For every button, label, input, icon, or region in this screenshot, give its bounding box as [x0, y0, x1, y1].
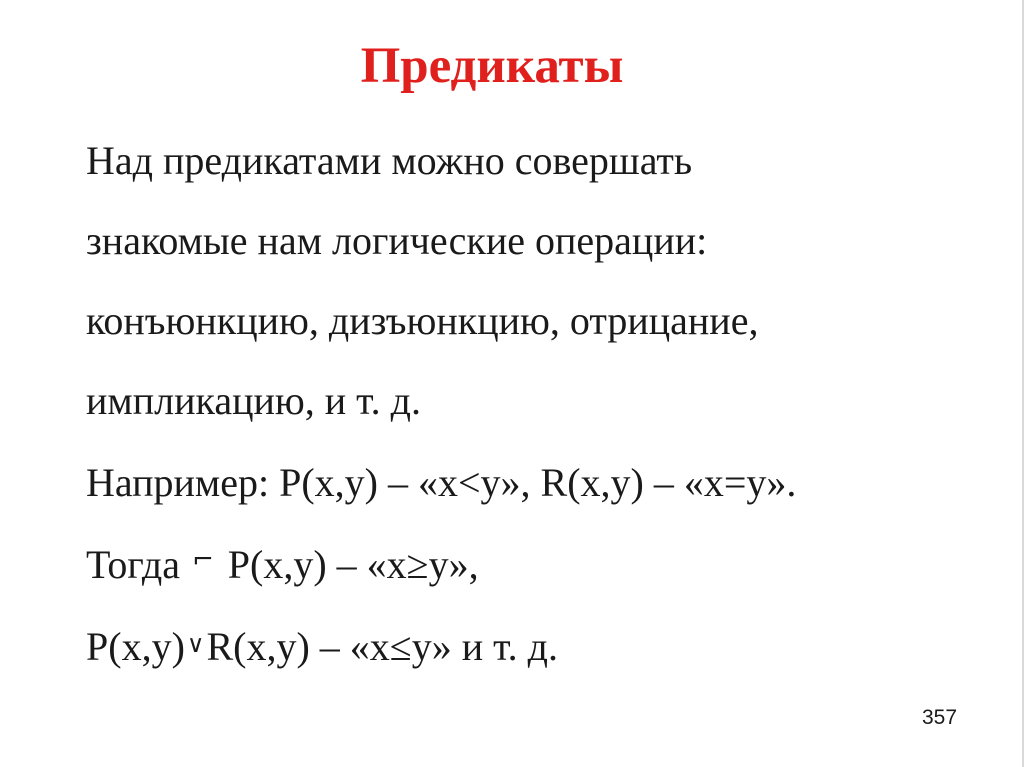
disjunction-symbol: ∨: [186, 630, 205, 658]
negation-line-prefix: Тогда: [86, 542, 180, 587]
paragraph-line-4: импликацию, и т. д.: [86, 378, 421, 423]
negation-line-rest: P(x,y) – «x≥y»,: [227, 542, 479, 587]
page-number: 357: [922, 706, 958, 729]
negation-line: [86, 542, 479, 593]
paragraph-line-2: знакомые нам логические операции:: [86, 218, 708, 263]
disjunction-line-prefix: P(x,y): [86, 624, 185, 669]
negation-symbol: ⌐: [191, 545, 214, 575]
paragraph-line-1: Над предикатами можно совершать: [86, 138, 693, 183]
paragraph-line-3: конъюнкцию, дизъюнкцию, отрицание,: [86, 298, 759, 343]
slide-title: Предикаты: [360, 38, 624, 94]
example-line: Например: P(x,y) – «x<y», R(x,y) – «x=y».: [86, 460, 797, 505]
disjunction-line-rest: R(x,y) – «x≤y» и т. д.: [206, 624, 558, 669]
disjunction-line: [86, 624, 558, 675]
